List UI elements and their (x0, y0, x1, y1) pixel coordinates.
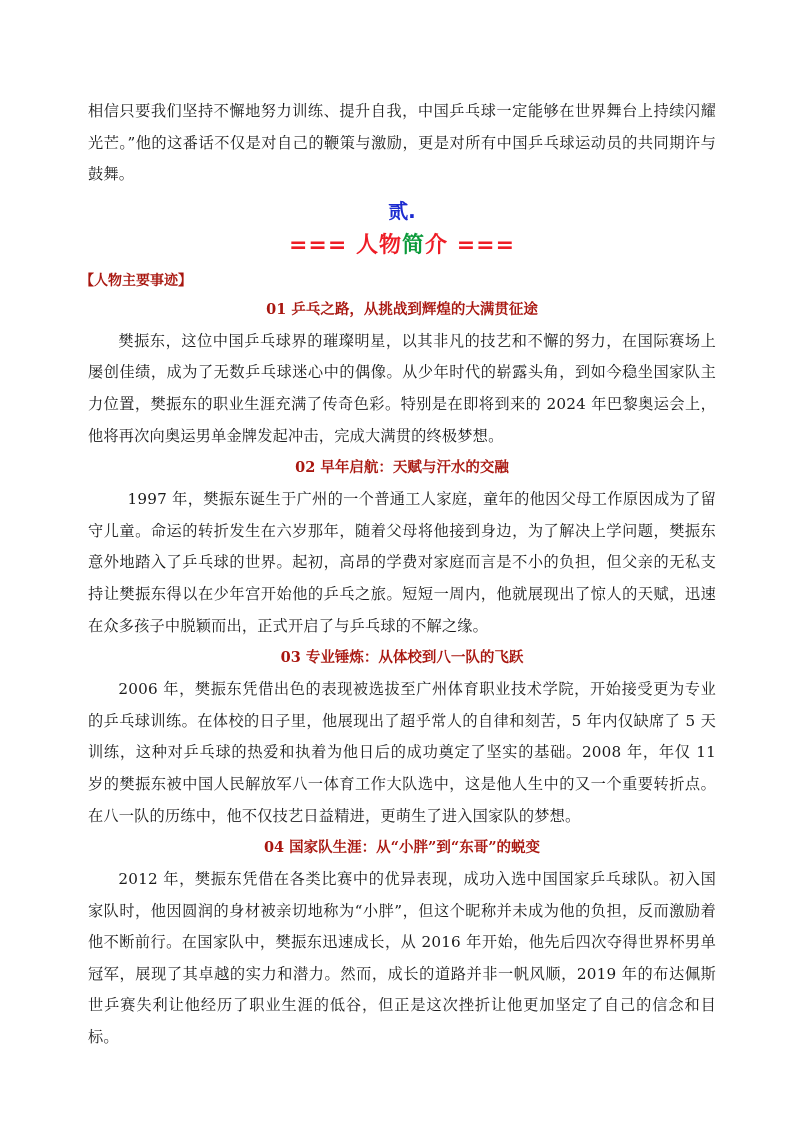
subsection-heading-01: 01 乒乓之路，从挑战到辉煌的大满贯征途 (266, 300, 538, 318)
title-char-3: 简 (402, 232, 426, 258)
subsection-paragraph-04: 2012 年，樊振东凭借在各类比赛中的优异表现，成功入选中国国家乒乓球队。初入国家队时，他因圆润的身材被亲切地称为“小胖”，但这个昵称并未成为他的负担，反而激励着他不断前行。在国家队中，樊振东迅速成长，从 2016 年开始，他先后四次夺得世界杯男单冠军，展现了其卓越的实力和潜力。然而，成长的道路并非一帆风顺，2019 年的布达佩斯世乒赛失利让他经历了职业生涯的低谷，但正是这次挫折让他更加坚定了自己的信念和目标。 (88, 870, 716, 1047)
title-char-1: 人 (355, 232, 379, 258)
subsection-paragraph-03: 2006 年，樊振东凭借出色的表现被选拔至广州体育职业技术学院，开始接受更为专业的乒乓球训练。在体校的日子里，他展现出了超乎常人的自律和刻苦，5 年内仅缺席了 5 天训练，这种对乒乓球的热爱和执着为他日后的成功奠定了坚实的基础。2008 年，年仅 11 岁的樊振东被中国人民解放军八一体育工作大队选中，这是他人生中的又一个重要转折点。在八一队的历练中，他不仅技艺日益精进，更萌生了进入国家队的梦想。 (88, 680, 716, 825)
document-page (80, 96, 716, 1054)
subsection-heading-02: 02 早年启航：天赋与汗水的交融 (295, 459, 509, 477)
subsection-paragraph-02: 1997 年，樊振东诞生于广州的一个普通工人家庭，童年的他因父母工作原因成为了留守儿童。命运的转折发生在六岁那年，随着父母将他接到身边，为了解决上学问题，樊振东意外地踏入了乒乓球的世界。起初，高昂的学费对家庭而言是不小的负担，但父亲的无私支持让樊振东得以在少年宫开始他的乒乓之旅。短短一周内，他就展现出了惊人的天赋，迅速在众多孩子中脱颖而出，正式开启了与乒乓球的不解之缘。 (88, 490, 716, 635)
intro-paragraph: 相信只要我们坚持不懈地努力训练、提升自我，中国乒乓球一定能够在世界舞台上持续闪耀光芒。”他的这番话不仅是对自己的鞭策与激励，更是对所有中国乒乓球运动员的共同期许与鼓舞。 (88, 102, 716, 184)
subsection-heading-04: 04 国家队生涯：从“小胖”到“东哥”的蜕变 (263, 839, 541, 857)
title-char-2: 物 (378, 232, 402, 258)
main-deeds-label: 【人物主要事迹】 (80, 272, 192, 289)
title-suffix: === (456, 232, 516, 258)
title-prefix: === (288, 232, 348, 258)
subsection-heading-03: 03 专业锤炼：从体校到八一队的飞跃 (280, 649, 524, 667)
title-char-4: 介 (425, 232, 449, 258)
section-number: 贰. (388, 198, 416, 223)
subsection-paragraph-01: 樊振东，这位中国乒乓球界的璀璨明星，以其非凡的技艺和不懈的努力，在国际赛场上屡创佳绩，成为了无数乒乓球迷心中的偶像。从少年时代的崭露头角，到如今稳坐国家队主力位置，樊振东的职业生涯充满了传奇色彩。特别是在即将到来的 2024 年巴黎奥运会上，他将再次向奥运男单金牌发起冲击，完成大满贯的终极梦想。 (88, 331, 716, 445)
section-title (88, 230, 716, 262)
